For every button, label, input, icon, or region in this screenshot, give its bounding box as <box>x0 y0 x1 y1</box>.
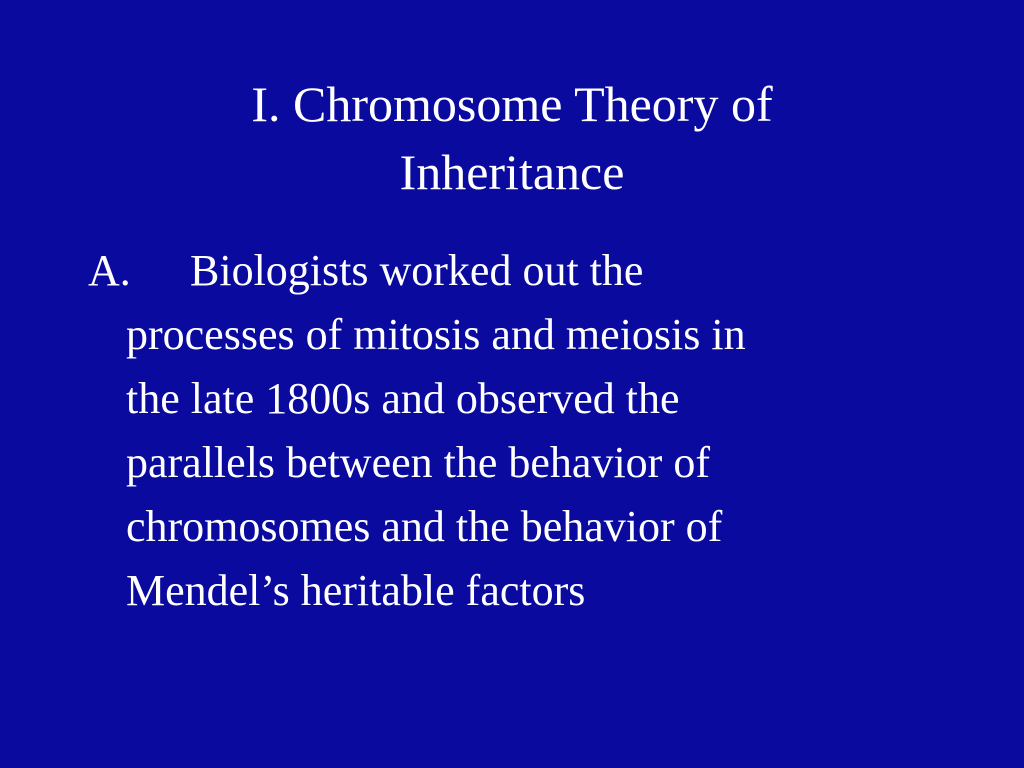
bullet-item-a <box>88 239 978 623</box>
bullet-text-line-2: processes of mitosis and meiosis in <box>126 310 746 359</box>
bullet-text-line-6: Mendel’s heritable factors <box>126 566 586 615</box>
bullet-text-line-4: parallels between the behavior of <box>126 438 710 487</box>
slide-title <box>60 70 964 206</box>
bullet-text-line-3: the late 1800s and observed the <box>126 374 680 423</box>
bullet-marker: A. <box>88 246 131 295</box>
slide-title-line-1: I. Chromosome Theory of <box>251 76 773 132</box>
bullet-list <box>88 239 978 623</box>
slide-title-line-2: Inheritance <box>399 144 625 200</box>
bullet-text-line-5: chromosomes and the behavior of <box>126 502 723 551</box>
bullet-text-line-1: Biologists worked out the <box>190 246 644 295</box>
